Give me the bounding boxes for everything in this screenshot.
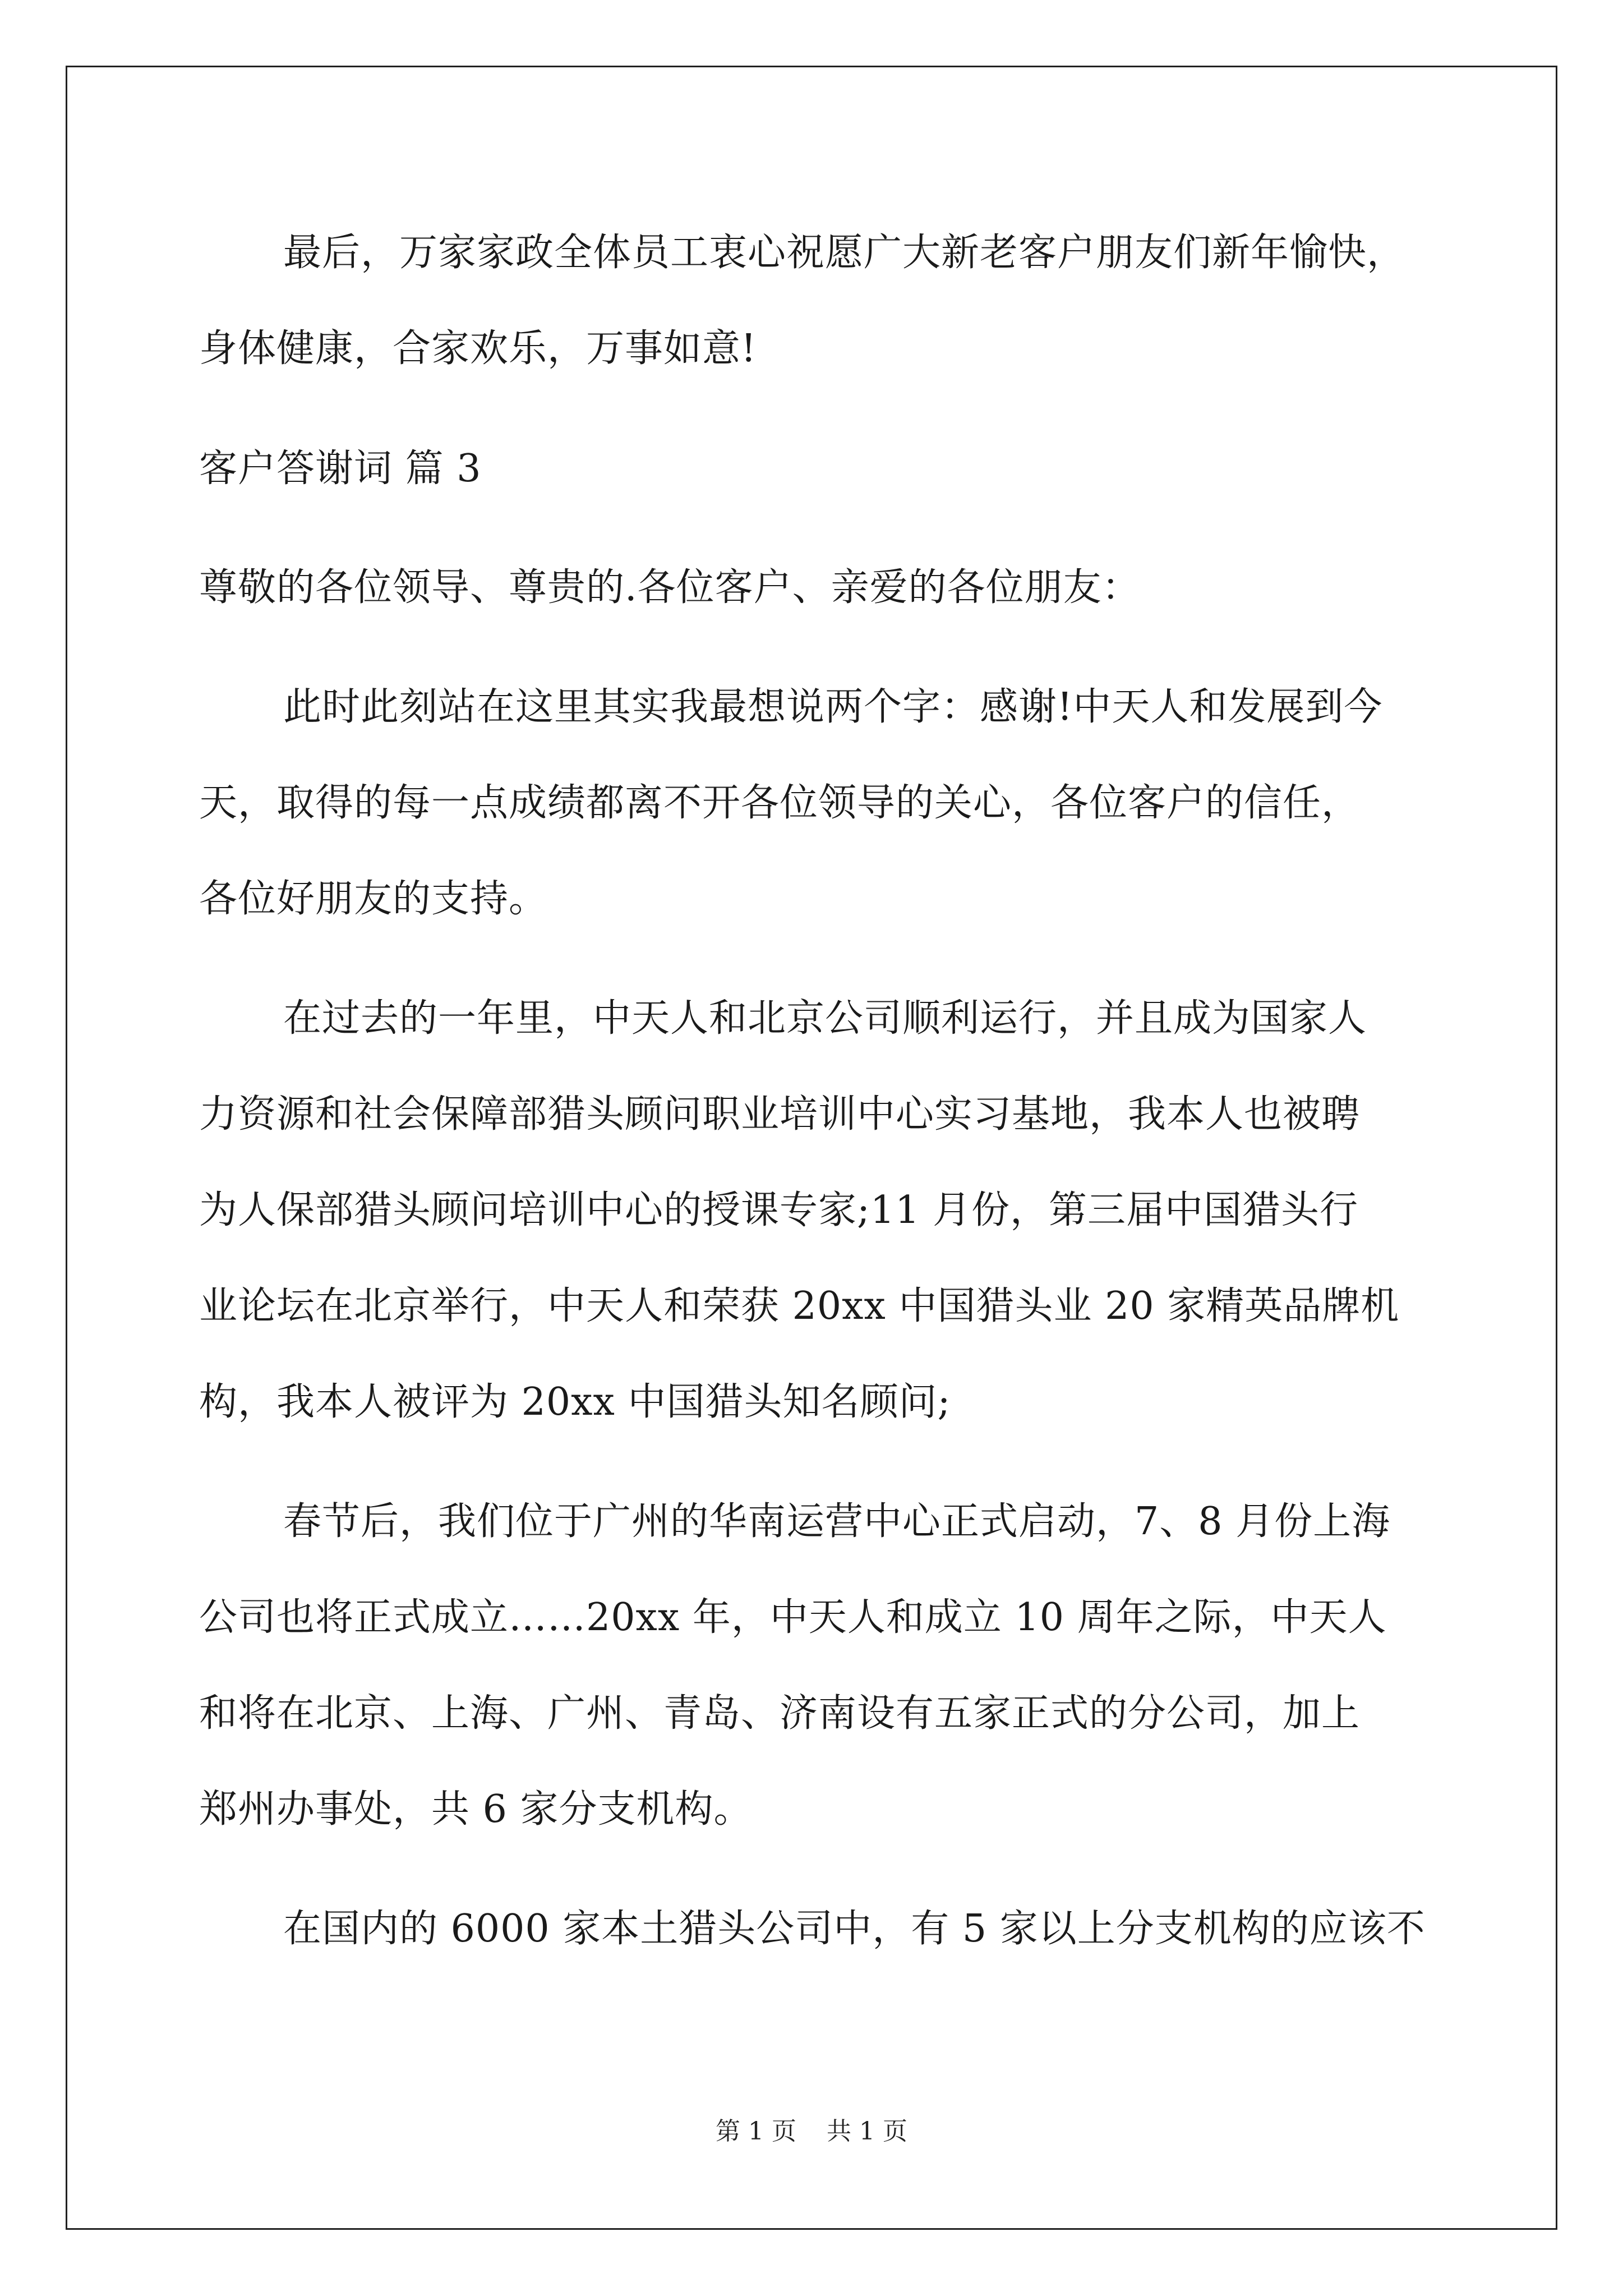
page-total: 共 1 页 — [827, 2117, 907, 2146]
paragraph-line: 身体健康，合家欢乐，万事如意! — [199, 326, 757, 371]
paragraph-line: 和将在北京、上海、广州、青岛、济南设有五家正式的分公司，加上 — [199, 1691, 1361, 1736]
paragraph-line: 郑州办事处，共 6 家分支机构。 — [199, 1787, 753, 1832]
paragraph-line: 在国内的 6000 家本土猎头公司中，有 5 家以上分支机构的应该不 — [283, 1907, 1426, 1951]
paragraph-line: 构，我本人被评为 20xx 中国猎头知名顾问; — [199, 1380, 951, 1424]
paragraph-line: 为人保部猎头顾问培训中心的授课专家;11 月份，第三届中国猎头行 — [199, 1188, 1359, 1232]
paragraph-line: 公司也将正式成立……20xx 年，中天人和成立 10 周年之际，中天人 — [199, 1595, 1387, 1640]
paragraph-line: 力资源和社会保障部猎头顾问职业培训中心实习基地，我本人也被聘 — [199, 1092, 1361, 1137]
paragraph-line: 春节后，我们位于广州的华南运营中心正式启动，7、8 月份上海 — [283, 1499, 1391, 1544]
page-number: 第 1 页 — [716, 2117, 796, 2146]
section-heading: 客户答谢词 篇 3 — [199, 447, 482, 491]
paragraph-line: 各位好朋友的支持。 — [199, 877, 548, 921]
paragraph-line: 天，取得的每一点成绩都离不开各位领导的关心，各位客户的信任， — [199, 781, 1361, 825]
paragraph-line: 最后，万家家政全体员工衷心祝愿广大新老客户朋友们新年愉快， — [283, 231, 1406, 275]
paragraph-line: 此时此刻站在这里其实我最想说两个字：感谢!中天人和发展到今 — [283, 685, 1383, 729]
paragraph-line: 业论坛在北京举行，中天人和荣获 20xx 中国猎头业 20 家精英品牌机 — [199, 1284, 1400, 1328]
salutation-line: 尊敬的各位领导、尊贵的.各位客户、亲爱的各位朋友： — [199, 565, 1141, 610]
paragraph-line: 在过去的一年里，中天人和北京公司顺利运行，并且成为国家人 — [283, 996, 1367, 1041]
page-footer — [0, 2115, 1623, 2148]
